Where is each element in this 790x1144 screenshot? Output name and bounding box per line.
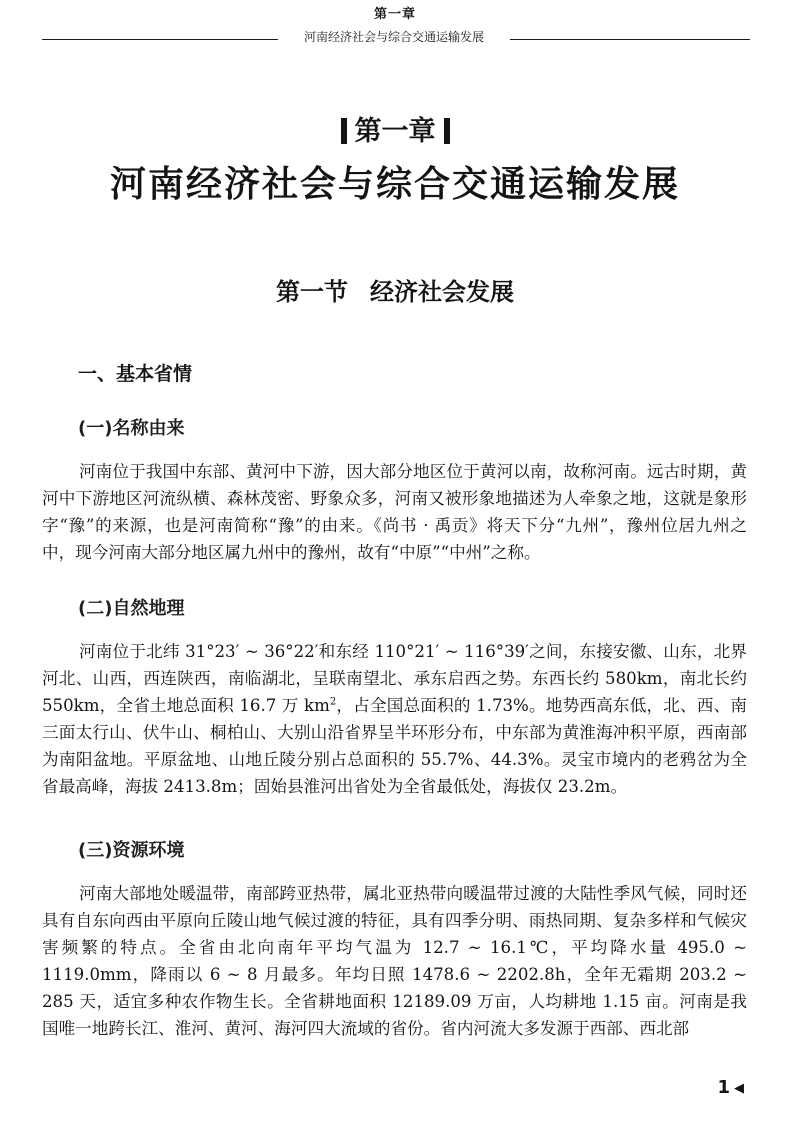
running-head-rule [0,24,790,46]
paragraph-geography-part2: ，占全国总面积的 1.73%。地势西高东低，北、西、南三面太行山、伏牛山、桐柏山、大别山沿省界呈半环形分布，中东部为黄淮海冲积平原，西南部为南阳盆地。平原盆地、山地丘陵分别占总面积的 55.7%、44.3%。灵宝市境内的老鸦岔为全省最高峰，海拔 2413.8m；固始县淮河出省处为全省最低处，海拔仅 23.2m。 [42,696,747,796]
paragraph-geography [42,638,747,800]
running-head-rule-right [510,39,750,40]
section-title [0,275,790,309]
heading-basic-info: 一、基本省情 [78,363,193,385]
superscript-square: 2 [329,696,337,708]
paragraph-resources: 河南大部地处暖温带，南部跨亚热带，属北亚热带向暖温带过渡的大陆性季风气候，同时还具有自东向西由平原向丘陵山地气候过渡的特征，具有四季分明、雨热同期、复杂多样和气候灾害频繁的特点。全省由北向南年平均气温为 12.7 ~ 16.1℃，平均降水量 495.0 ~ 1119.0mm，降雨以 6 ~ 8 月最多。年均日照 1478.6 ~ 2202.8h，全年无霜期 203.2 ~ 285 天，适宜多种农作物生长。全省耕地面积 12189.09 万亩，人均耕地 1.15 亩。河南是我国唯一地跨长江、淮河、黄河、海河四大流域的省份。省内河流大多发源于西部、西北部 [42,884,747,1038]
paragraph-name-origin: 河南位于我国中东部、黄河中下游，因大部分地区位于黄河以南，故称河南。远古时期，黄河中下游地区河流纵横、森林茂密、野象众多，河南又被形象地描述为人牵象之地，这就是象形字“豫”的来源，也是河南简称“豫”的由来。《尚书 · 禹贡》将天下分“九州”，豫州位居九州之中，现今河南大部分地区属九州中的豫州，故有“中原”“中州”之称。 [42,462,747,562]
chapter-bar-right [444,118,450,144]
section-number: 第一节 [276,278,348,306]
running-head [0,6,790,46]
chapter-label-text: 第一章 [354,116,436,147]
page-number [717,1076,744,1101]
chapter-bar-left [341,118,347,144]
running-head-rule-left [42,39,278,40]
paragraph-geography-part1: 河南位于北纬 31°23′ ~ 36°22′和东经 110°21′ ~ 116°39′之间，东接安徽、山东，北界河北、山西，西连陕西，南临湖北，呈联南望北、承东启西之势。东西长约 580km，南北长约 550km，全省土地总面积 16.7 万 km [42,642,747,715]
page-number-text: 1 [717,1077,730,1098]
chapter-label [0,116,790,148]
page-arrow-icon: ◀ [734,1081,744,1096]
section-name: 经济社会发展 [370,278,514,306]
subsection-heading-name-origin: (一)名称由来 [78,418,185,439]
running-head-title: 河南经济社会与综合交通运输发展 [303,30,484,44]
subsection-heading-resources: (三)资源环境 [78,840,185,861]
subsection-heading-geography: (二)自然地理 [78,598,185,619]
chapter-title: 河南经济社会与综合交通运输发展 [109,164,680,205]
running-head-chapter: 第一章 [373,7,416,22]
